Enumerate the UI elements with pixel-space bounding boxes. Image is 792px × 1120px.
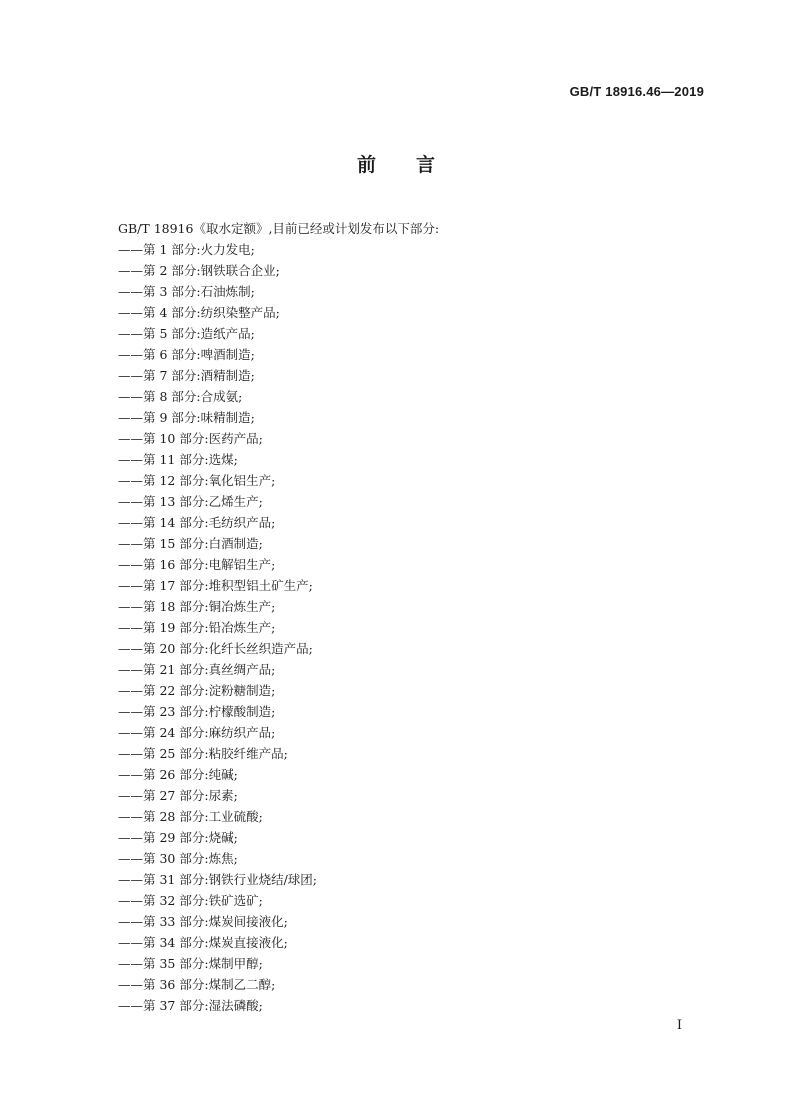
list-item: ——第 35 部分:煤制甲醇; xyxy=(118,956,263,971)
list-item: ——第 18 部分:铜冶炼生产; xyxy=(118,599,276,614)
list-item: ——第 10 部分:医药产品; xyxy=(118,431,263,446)
list-item: ——第 9 部分:味精制造; xyxy=(118,410,255,425)
list-item: ——第 31 部分:钢铁行业烧结/球团; xyxy=(118,872,317,887)
list-item: ——第 4 部分:纺织染整产品; xyxy=(118,305,280,320)
list-item: ——第 3 部分:石油炼制; xyxy=(118,284,255,299)
list-item: ——第 23 部分:柠檬酸制造; xyxy=(118,704,276,719)
list-item: ——第 28 部分:工业硫酸; xyxy=(118,809,263,824)
list-item: ——第 13 部分:乙烯生产; xyxy=(118,494,263,509)
page-title: 前言 xyxy=(356,154,475,176)
list-item: ——第 1 部分:火力发电; xyxy=(118,242,255,257)
list-item: ——第 33 部分:煤炭间接液化; xyxy=(118,914,288,929)
list-item: ——第 8 部分:合成氨; xyxy=(118,389,243,404)
list-item: ——第 16 部分:电解铝生产; xyxy=(118,557,276,572)
list-item: ——第 29 部分:烧碱; xyxy=(118,830,238,845)
standard-code: GB/T 18916.46—2019 xyxy=(569,84,704,99)
list-item: ——第 11 部分:选煤; xyxy=(118,452,238,467)
list-item: ——第 17 部分:堆积型铝土矿生产; xyxy=(118,578,313,593)
list-item: ——第 5 部分:造纸产品; xyxy=(118,326,255,341)
list-item: ——第 37 部分:湿法磷酸; xyxy=(118,998,263,1013)
list-item: ——第 20 部分:化纤长丝织造产品; xyxy=(118,641,313,656)
list-item: ——第 26 部分:纯碱; xyxy=(118,767,238,782)
list-item: ——第 19 部分:铅冶炼生产; xyxy=(118,620,276,635)
list-item: ——第 12 部分:氧化铝生产; xyxy=(118,473,276,488)
list-item: ——第 15 部分:白酒制造; xyxy=(118,536,263,551)
list-item: ——第 7 部分:酒精制造; xyxy=(118,368,255,383)
list-item: ——第 6 部分:啤酒制造; xyxy=(118,347,255,362)
list-item: ——第 27 部分:尿素; xyxy=(118,788,238,803)
list-item: ——第 36 部分:煤制乙二醇; xyxy=(118,977,276,992)
list-item: ——第 30 部分:炼焦; xyxy=(118,851,238,866)
list-item: ——第 32 部分:铁矿选矿; xyxy=(118,893,263,908)
list-item: ——第 34 部分:煤炭直接液化; xyxy=(118,935,288,950)
list-item: ——第 22 部分:淀粉糖制造; xyxy=(118,683,276,698)
intro-paragraph: GB/T 18916《取水定额》,目前已经或计划发布以下部分: xyxy=(118,221,440,236)
page-number: I xyxy=(676,1018,682,1033)
list-item: ——第 14 部分:毛纺织产品; xyxy=(118,515,276,530)
list-item: ——第 2 部分:钢铁联合企业; xyxy=(118,263,280,278)
list-item: ——第 24 部分:麻纺织产品; xyxy=(118,725,276,740)
list-item: ——第 21 部分:真丝绸产品; xyxy=(118,662,276,677)
list-item: ——第 25 部分:粘胶纤维产品; xyxy=(118,746,288,761)
parts-list xyxy=(118,239,317,1016)
